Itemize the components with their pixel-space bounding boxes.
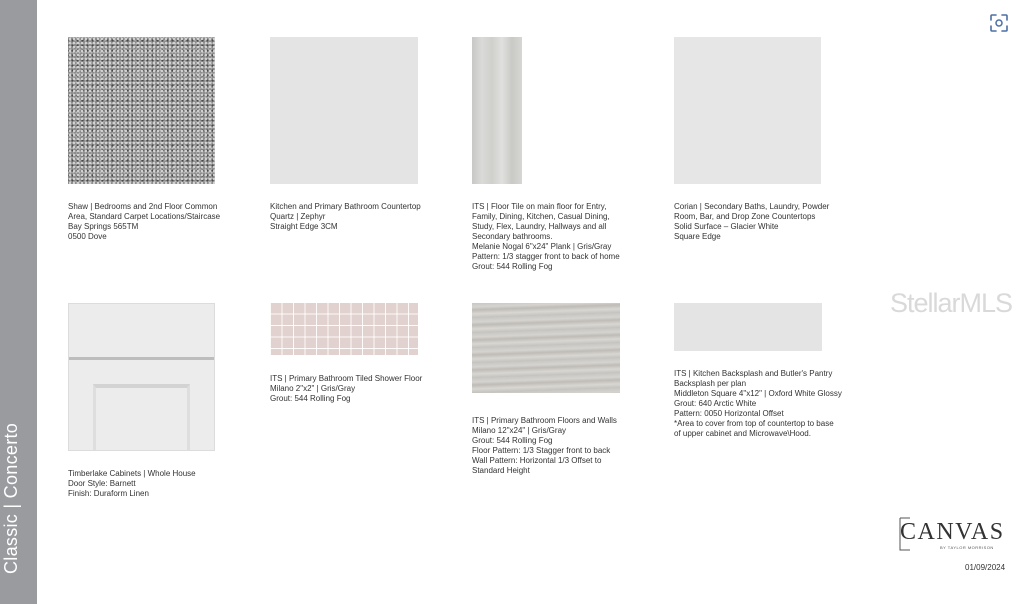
canvas-logo: CANVAS [900,519,1005,545]
collection-title: Classic | Concerto [1,422,21,574]
backsplash-caption: ITS | Kitchen Backsplash and Butler's Pantry Backsplash per plan Middleton Square 4"x12" | Oxford White Glossy Grout: 640 Arctic White Pattern: 0050 Horizontal Offset *Area to cover from top of countertop to base of upper cabinet and Microwave\Hood. [674,369,842,438]
plank-tile-caption: ITS | Floor Tile on main floor for Entry, Family, Dining, Kitchen, Casual Dining, Study, Flex, Laundry, Hallways and all Secondary bathrooms. Melanie Nogal 6"x24" Plank | Gris/Gray Pattern: 1/3 stagger front to back of home Grout: 544 Rolling Fog [472,202,620,271]
canvas-logo-tagline: BY TAYLOR MORRISON [940,545,994,550]
quartz-countertop-caption: Kitchen and Primary Bathroom Countertop Quartz | Zephyr Straight Edge 3CM [270,202,421,231]
document-date: 01/09/2024 [965,563,1006,572]
bathroom-floor-caption: ITS | Primary Bathroom Floors and Walls Milano 12"x24" | Gris/Gray Grout: 544 Rolling Fog Floor Pattern: 1/3 Stagger front to back Wall Pattern: Horizontal 1/3 Offset to Standard Height [472,416,617,475]
cabinet-door-swatch [68,303,215,451]
cabinet-caption: Timberlake Cabinets | Whole House Door Style: Barnett Finish: Duraform Linen [68,469,196,498]
cabinet-door-panel [93,384,190,450]
carpet-caption: Shaw | Bedrooms and 2nd Floor Common Area, Standard Carpet Locations/Staircase Bay Springs 565TM 0500 Dove [68,202,221,241]
shower-floor-caption: ITS | Primary Bathroom Tiled Shower Floor Milano 2"x2" | Gris/Gray Grout: 544 Rolling Fog [270,374,423,403]
corian-countertop-caption: Corian | Secondary Baths, Laundry, Powder Room, Bar, and Drop Zone Countertops Solid Surface – Glacier White Square Edge [674,202,830,241]
bathroom-floor-tile-swatch [472,303,620,393]
sidebar [0,0,37,604]
backsplash-swatch [674,303,822,351]
carpet-swatch [68,37,215,184]
shower-floor-mosaic-swatch [270,303,418,355]
cabinet-drawer-gap [69,357,214,360]
mls-watermark: StellarMLS [890,288,1013,318]
plank-tile-swatch [472,37,522,184]
corian-countertop-swatch [674,37,821,184]
focus-scan-icon[interactable] [988,12,1010,34]
quartz-countertop-swatch [270,37,418,184]
